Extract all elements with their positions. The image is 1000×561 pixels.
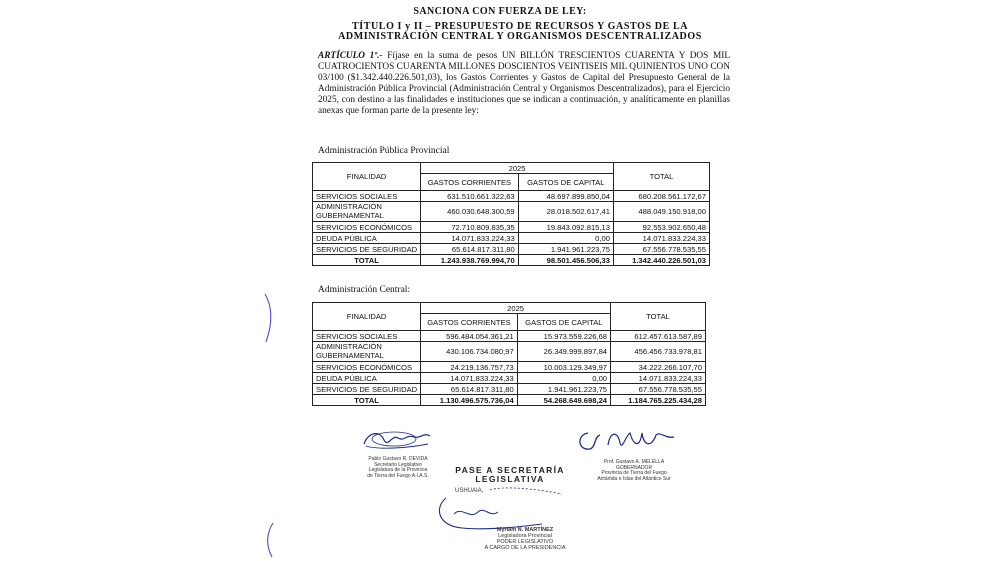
table-row — [313, 331, 706, 342]
row-total: 67.556.778.535,55 — [611, 384, 706, 395]
margin-pen-mark-icon — [264, 522, 276, 558]
title-line-2: ADMINISTRACIÓN CENTRAL Y ORGANISMOS DESCENTRALIZADOS — [338, 31, 702, 42]
stamp-place: USHUAIA, — [455, 488, 484, 494]
row-capital: 0,00 — [518, 233, 613, 244]
row-capital: 0,00 — [517, 373, 610, 384]
table-row — [313, 342, 706, 362]
row-finalidad: SERVICIOS DE SEGURIDAD — [313, 244, 421, 255]
row-finalidad: SERVICIOS ECONÓMICOS — [313, 362, 421, 373]
table-central-title: Administración Central: — [318, 285, 411, 295]
left-signer-name: Pablo Gustavo R. DEVIDA — [368, 456, 428, 462]
row-corrientes: 460.030.648.300,59 — [421, 202, 519, 222]
row-corrientes: 430.106.734.080,97 — [421, 342, 518, 362]
left-signature-icon — [358, 428, 438, 452]
left-signer-role-3: de Tierra del Fuego A.I.A.S. — [367, 472, 429, 479]
right-signer-role-1: GOBERNADOR — [615, 464, 653, 471]
article-text: Fíjase en la suma de pesos UN BILLÓN TRESCIENTOS CUARENTA Y DOS MIL CUATROCIENTOS CUARENTA MILLONES DOSCIENTOS VEINTISEIS MIL QUINIENTOS UNO CON 03/100 ($1.342.440.226.501,03), los Gastos Corrientes y Gastos de Capital del Presupuesto General de la Administración Pública Provincial (Administración Central y Organismos Descentralizados), para el Ejercicio 2025, con destino a las finalidades e instituciones que se indican a continuación, y analíticamente en planillas anexas que forman parte de la presente ley: — [318, 51, 731, 116]
header-finalidad: FINALIDAD — [313, 303, 421, 331]
row-capital: 19.843.092.815,13 — [518, 222, 613, 233]
right-signer-name: Prof. Gustavo A. MELELLA — [603, 459, 665, 465]
header-year: 2025 — [421, 163, 614, 174]
table-row — [313, 233, 710, 244]
row-total: 14.071.833.224,33 — [611, 373, 706, 384]
header-gastos-capital: GASTOS DE CAPITAL — [518, 174, 613, 191]
row-corrientes: 65.614.817.311,80 — [421, 244, 519, 255]
right-signature-icon — [574, 425, 694, 455]
legislative-stamp — [445, 466, 575, 484]
stamp-signer-role-1: Legisladora Provincial — [498, 533, 552, 539]
total-total: 1.342.440.226.501,03 — [613, 255, 709, 266]
row-corrientes: 24.219.136.757,73 — [421, 362, 518, 373]
row-capital: 10.003.129.349,97 — [517, 362, 610, 373]
row-total: 488.049.150.918,00 — [613, 202, 709, 222]
table-provincial-title: Administración Pública Provincial — [318, 146, 450, 156]
header-gastos-corrientes: GASTOS CORRIENTES — [421, 314, 518, 331]
stamp-line-1: PASE A SECRETARÍA — [455, 465, 565, 475]
header-gastos-corrientes: GASTOS CORRIENTES — [421, 174, 519, 191]
right-signer-role-3: Antártida e Islas del Atlántico Sur — [597, 475, 671, 482]
article-label: ARTÍCULO 1º.- — [318, 51, 383, 61]
total-capital: 98.501.456.506,33 — [518, 255, 613, 266]
total-label: TOTAL — [313, 395, 421, 406]
table-total-row — [313, 395, 706, 406]
row-total: 456.456.733.978,81 — [611, 342, 706, 362]
row-capital: 1.941.961.223,75 — [517, 384, 610, 395]
left-signer-role-2: Legislatura de la Provincia — [368, 467, 428, 474]
left-signature-block — [358, 428, 438, 479]
right-signature-block — [574, 425, 694, 482]
table-row — [313, 244, 710, 255]
right-signer-role-2: Provincia de Tierra del Fuego — [601, 470, 667, 477]
row-finalidad: DEUDA PÚBLICA — [313, 233, 421, 244]
table-total-row — [313, 255, 710, 266]
row-capital: 48.697.899.850,04 — [518, 191, 613, 202]
sanction-heading: SANCIONA CON FUERZA DE LEY: — [413, 6, 587, 17]
margin-pen-mark-icon — [262, 292, 276, 344]
stamp-signer-role-3: A CARGO DE LA PRESIDENCIA — [484, 545, 566, 551]
total-label: TOTAL — [313, 255, 421, 266]
row-finalidad: SERVICIOS SOCIALES — [313, 191, 421, 202]
row-corrientes: 65.614.817.311,80 — [421, 384, 518, 395]
document-title — [320, 22, 720, 42]
article-1 — [318, 51, 730, 116]
row-corrientes: 14.071.833.224,33 — [421, 233, 519, 244]
header-finalidad: FINALIDAD — [313, 163, 421, 191]
left-signer-role-1: Secretario Legislativo — [374, 461, 422, 468]
header-year: 2025 — [421, 303, 611, 314]
stamp-signer-role-2: PODER LEGISLATIVO — [496, 539, 554, 545]
row-finalidad: DEUDA PÚBLICA — [313, 373, 421, 384]
header-total: TOTAL — [613, 163, 709, 191]
table-row — [313, 384, 706, 395]
stamp-signer-block — [465, 527, 585, 551]
row-finalidad: SERVICIOS DE SEGURIDAD — [313, 384, 421, 395]
total-capital: 54.268.649.698,24 — [517, 395, 610, 406]
table-row — [313, 202, 710, 222]
table-row — [313, 362, 706, 373]
total-corrientes: 1.243.938.769.994,70 — [421, 255, 519, 266]
header-total: TOTAL — [611, 303, 706, 331]
total-corrientes: 1.130.496.575.736,04 — [421, 395, 518, 406]
row-capital: 28.018.502.617,41 — [518, 202, 613, 222]
row-corrientes: 72.710.809.835,35 — [421, 222, 519, 233]
header-gastos-capital: GASTOS DE CAPITAL — [517, 314, 610, 331]
row-finalidad: SERVICIOS ECONÓMICOS — [313, 222, 421, 233]
row-total: 680.208.561.172,67 — [613, 191, 709, 202]
table-row — [313, 191, 710, 202]
row-total: 92.553.902.650,48 — [613, 222, 709, 233]
row-finalidad: SERVICIOS SOCIALES — [313, 331, 421, 342]
row-corrientes: 596.484.054.361,21 — [421, 331, 518, 342]
row-finalidad: ADMINISTRACIÓN GUBERNAMENTAL — [313, 342, 421, 362]
row-finalidad: ADMINISTRACIÓN GUBERNAMENTAL — [313, 202, 421, 222]
table-row — [313, 222, 710, 233]
stamp-signer-name: Myriam N. MARTÍNEZ — [496, 527, 554, 533]
row-total: 34.222.266.107,70 — [611, 362, 706, 373]
table-row — [313, 373, 706, 384]
total-total: 1.184.765.225.434,28 — [611, 395, 706, 406]
row-corrientes: 14.071.833.224,33 — [421, 373, 518, 384]
row-total: 67.556.778.535,55 — [613, 244, 709, 255]
table-provincial — [312, 162, 710, 266]
table-central — [312, 302, 706, 406]
row-capital: 1.941.961.223,75 — [518, 244, 613, 255]
stamp-line-2: LEGISLATIVA — [475, 474, 545, 484]
row-capital: 15.973.559.226,68 — [517, 331, 610, 342]
title-line-1: TÍTULO I y II – PRESUPUESTO DE RECURSOS Y GASTOS DE LA — [351, 21, 689, 32]
row-corrientes: 631.510.661.322,63 — [421, 191, 519, 202]
row-capital: 26.349.999.897,84 — [517, 342, 610, 362]
row-total: 612.457.613.587,89 — [611, 331, 706, 342]
row-total: 14.071.833.224,33 — [613, 233, 709, 244]
